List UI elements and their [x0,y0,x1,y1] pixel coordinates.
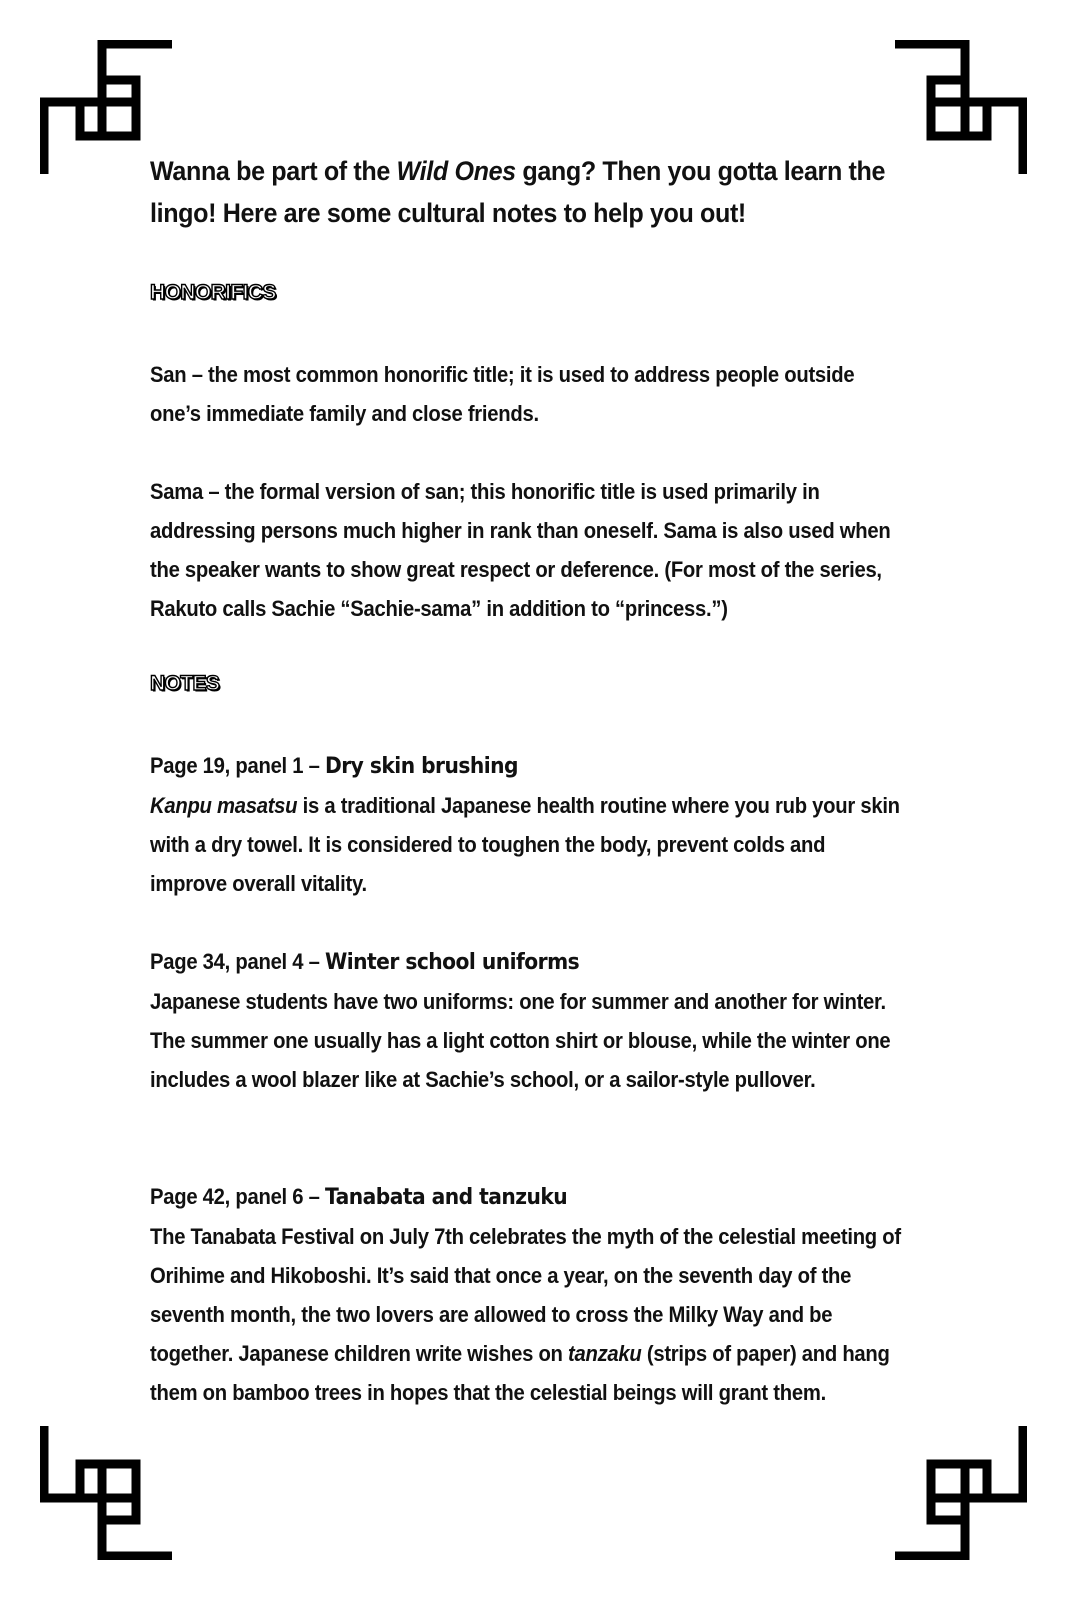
note-page-ref: Page 19, panel 1 – [150,753,325,778]
note-page-ref: Page 34, panel 4 – [150,949,325,974]
corner-ornament-bottom-right [847,1410,1027,1560]
intro-text-before: Wanna be part of the [150,156,397,186]
note-title: Winter school uniforms [324,949,580,975]
note-italic-term: tanzaku [568,1341,642,1366]
note-title: Dry skin brushing [324,753,518,779]
honorifics-heading: HONORIFICS [150,281,276,304]
intro-text [150,150,922,234]
honorific-definition: – the most common honorific title; it is used to address people outside one’s immediate family and close friends. [150,362,855,426]
glossary-content [150,150,930,1405]
honorific-term: Sama [150,479,203,504]
note-title: Tanabata and tanzuku [324,1184,568,1210]
notes-heading: NOTES [150,672,220,695]
note-body: Japanese students have two uniforms: one for summer and another for winter. The summer one usually has a light cotton shirt or blouse, while the winter one includes a wool blazer like at Sachie’s school, or a sailor-style pullover. [150,989,891,1092]
honorific-entry-sama [150,472,906,628]
note-entry-winter-uniforms [150,942,906,1099]
note-italic-term: Kanpu masatsu [150,793,298,818]
series-title: Wild Ones [396,156,516,186]
honorific-entry-san [150,355,906,433]
honorific-definition: – the formal version of san; this honorific title is used primarily in addressing persons much higher in rank than oneself. Sama is also used when the speaker wants to show great respect or deference. (For most of the series, Rakuto calls Sachie “Sachie-sama” in addition to “princess.”) [150,479,891,621]
honorific-term: San [150,362,187,387]
note-body-after: (strips of paper) and hang them on bamboo trees in hopes that the celestial beings will grant them. [150,1341,890,1405]
fret-ornament-icon [40,1410,220,1560]
intro-text-after: gang? Then you gotta learn the lingo! Here are some cultural notes to help you out! [150,156,886,228]
note-entry-dry-skin-brushing [150,746,906,903]
note-page-ref: Page 42, panel 6 – [150,1184,325,1209]
note-entry-tanabata [150,1177,906,1412]
fret-ornament-icon [847,1410,1027,1560]
note-body-before: The Tanabata Festival on July 7th celebrates the myth of the celestial meeting of Orihime and Hikoboshi. It’s said that once a year, on the seventh day of the seventh month, the two lovers are allowed to cross the Milky Way and be together. Japanese children write wishes on [150,1224,901,1366]
corner-ornament-bottom-left [40,1410,220,1560]
note-body: is a traditional Japanese health routine where you rub your skin with a dry towel. It is considered to toughen the body, prevent colds and improve overall vitality. [150,793,900,896]
